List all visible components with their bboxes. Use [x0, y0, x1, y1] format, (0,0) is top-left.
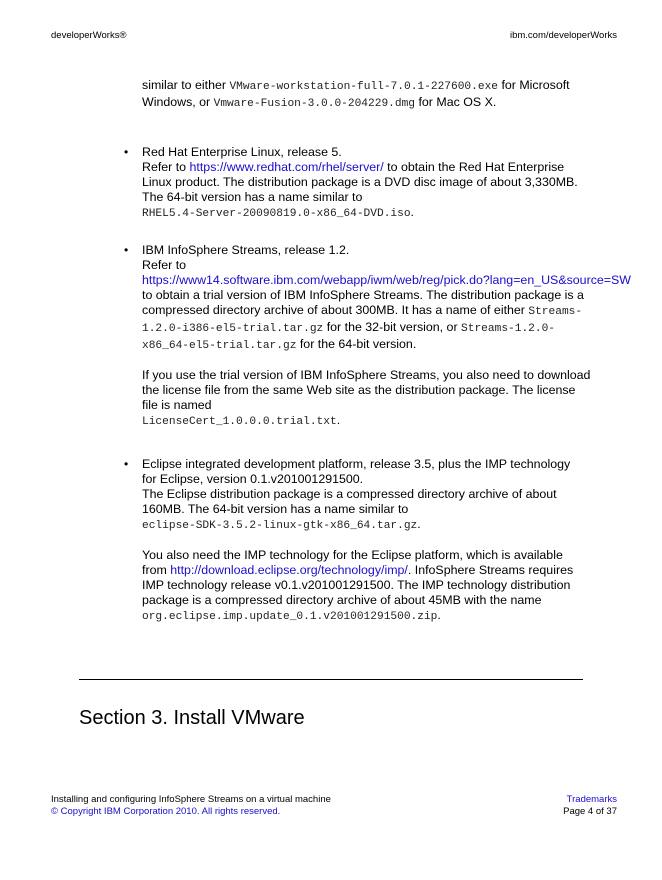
list-item-eclipse [142, 457, 580, 625]
streams-title: IBM InfoSphere Streams, release 1.2. [142, 243, 350, 257]
eclipse-imp-text-3: . [437, 608, 441, 622]
bullet-rhel: • [124, 145, 129, 159]
header-brand: developerWorks® [51, 30, 127, 41]
intro-text-3: for Mac OS X. [415, 95, 497, 109]
eclipse-imp-text-1: You also need the IMP technology for the Eclipse platform, which is available from [142, 548, 563, 577]
bullet-eclipse: • [124, 457, 129, 471]
streams-license-text-2: . [336, 413, 341, 427]
eclipse-imp-paragraph [142, 548, 580, 625]
trademarks-link[interactable]: Trademarks [566, 794, 617, 805]
vmware-workstation-filename: VMware-workstation-full-7.0.1-227600.exe [229, 81, 498, 93]
list-item-streams [142, 243, 631, 430]
rhel-iso-filename: RHEL5.4-Server-20090819.0-x86_64-DVD.iso [142, 208, 411, 220]
rhel-body [142, 160, 592, 222]
intro-paragraph [142, 78, 592, 112]
rhel-text-3: . [410, 205, 414, 219]
page-number: Page 4 of 37 [563, 806, 617, 817]
rhel-text-2: to obtain the Red Hat Enterprise Linux product. The distribution package is a DVD disc image of about 3,330MB. The 64-bit version has a name similar to [142, 160, 578, 204]
eclipse-title: Eclipse integrated development platform, release 3.5, plus the IMP technology for Eclipse, version 0.1.v201001291500. [142, 457, 571, 486]
streams-i386-filename: Streams-1.2.0-i386-el5-trial.tar.gz [142, 306, 583, 335]
vmware-fusion-filename: Vmware-Fusion-3.0.0-204229.dmg [213, 98, 416, 110]
list-item-rhel [142, 145, 592, 222]
streams-body [142, 258, 631, 354]
imp-update-filename: org.eclipse.imp.update_0.1.v201001291500.zip [142, 611, 438, 623]
streams-license-paragraph [142, 368, 592, 430]
streams-x86-filename: Streams-1.2.0-x86_64-el5-trial.tar.gz [142, 323, 556, 352]
rhel-title: Red Hat Enterprise Linux, release 5. [142, 145, 342, 159]
rhel-link[interactable]: https://www.redhat.com/rhel/server/ [189, 160, 384, 174]
eclipse-body [142, 487, 580, 534]
footer-copyright-link[interactable]: © Copyright IBM Corporation 2010. All rights reserved. [51, 806, 281, 817]
license-filename: LicenseCert_1.0.0.0.trial.txt [142, 416, 337, 428]
rhel-text-1: Refer to [142, 160, 190, 174]
eclipse-text-2: . [417, 517, 421, 531]
streams-text-4: for the 64-bit version. [296, 337, 417, 351]
bullet-streams: • [124, 243, 129, 257]
streams-text-3: for the 32-bit version, or [323, 320, 462, 334]
eclipse-imp-text-2: . InfoSphere Streams requires IMP technology release v0.1.v201001291500. The IMP technology distribution package is a compressed directory archive of about 45MB with the name [142, 563, 574, 607]
eclipse-imp-link[interactable]: http://download.eclipse.org/technology/imp/ [170, 563, 408, 577]
streams-license-text-1: If you use the trial version of IBM InfoSphere Streams, you also need to download the license file from the same Web site as the distribution package. The license file is named [142, 368, 591, 412]
eclipse-text-1: The Eclipse distribution package is a compressed directory archive of about 160MB. The 64-bit version has a name similar to [142, 487, 557, 516]
section-divider [79, 679, 583, 680]
footer-right [563, 794, 617, 818]
eclipse-sdk-filename: eclipse-SDK-3.5.2-linux-gtk-x86_64.tar.gz [142, 520, 418, 532]
section-title: Section 3. Install VMware [79, 707, 305, 729]
streams-text-1: Refer to [142, 258, 187, 272]
streams-text-2: to obtain a trial version of IBM InfoSphere Streams. The distribution package is a compressed directory archive of about 300MB. It has a name of either [142, 288, 584, 317]
intro-text-1: similar to either [142, 78, 230, 92]
streams-link[interactable]: https://www14.software.ibm.com/webapp/iwm/web/reg/pick.do?lang=en_US&source=SW [142, 273, 631, 287]
footer-document-title: Installing and configuring InfoSphere Streams on a virtual machine [51, 794, 331, 805]
footer-left [51, 794, 331, 818]
intro-text-2: for Microsoft Windows, or [142, 78, 570, 109]
header-site: ibm.com/developerWorks [509, 30, 617, 41]
